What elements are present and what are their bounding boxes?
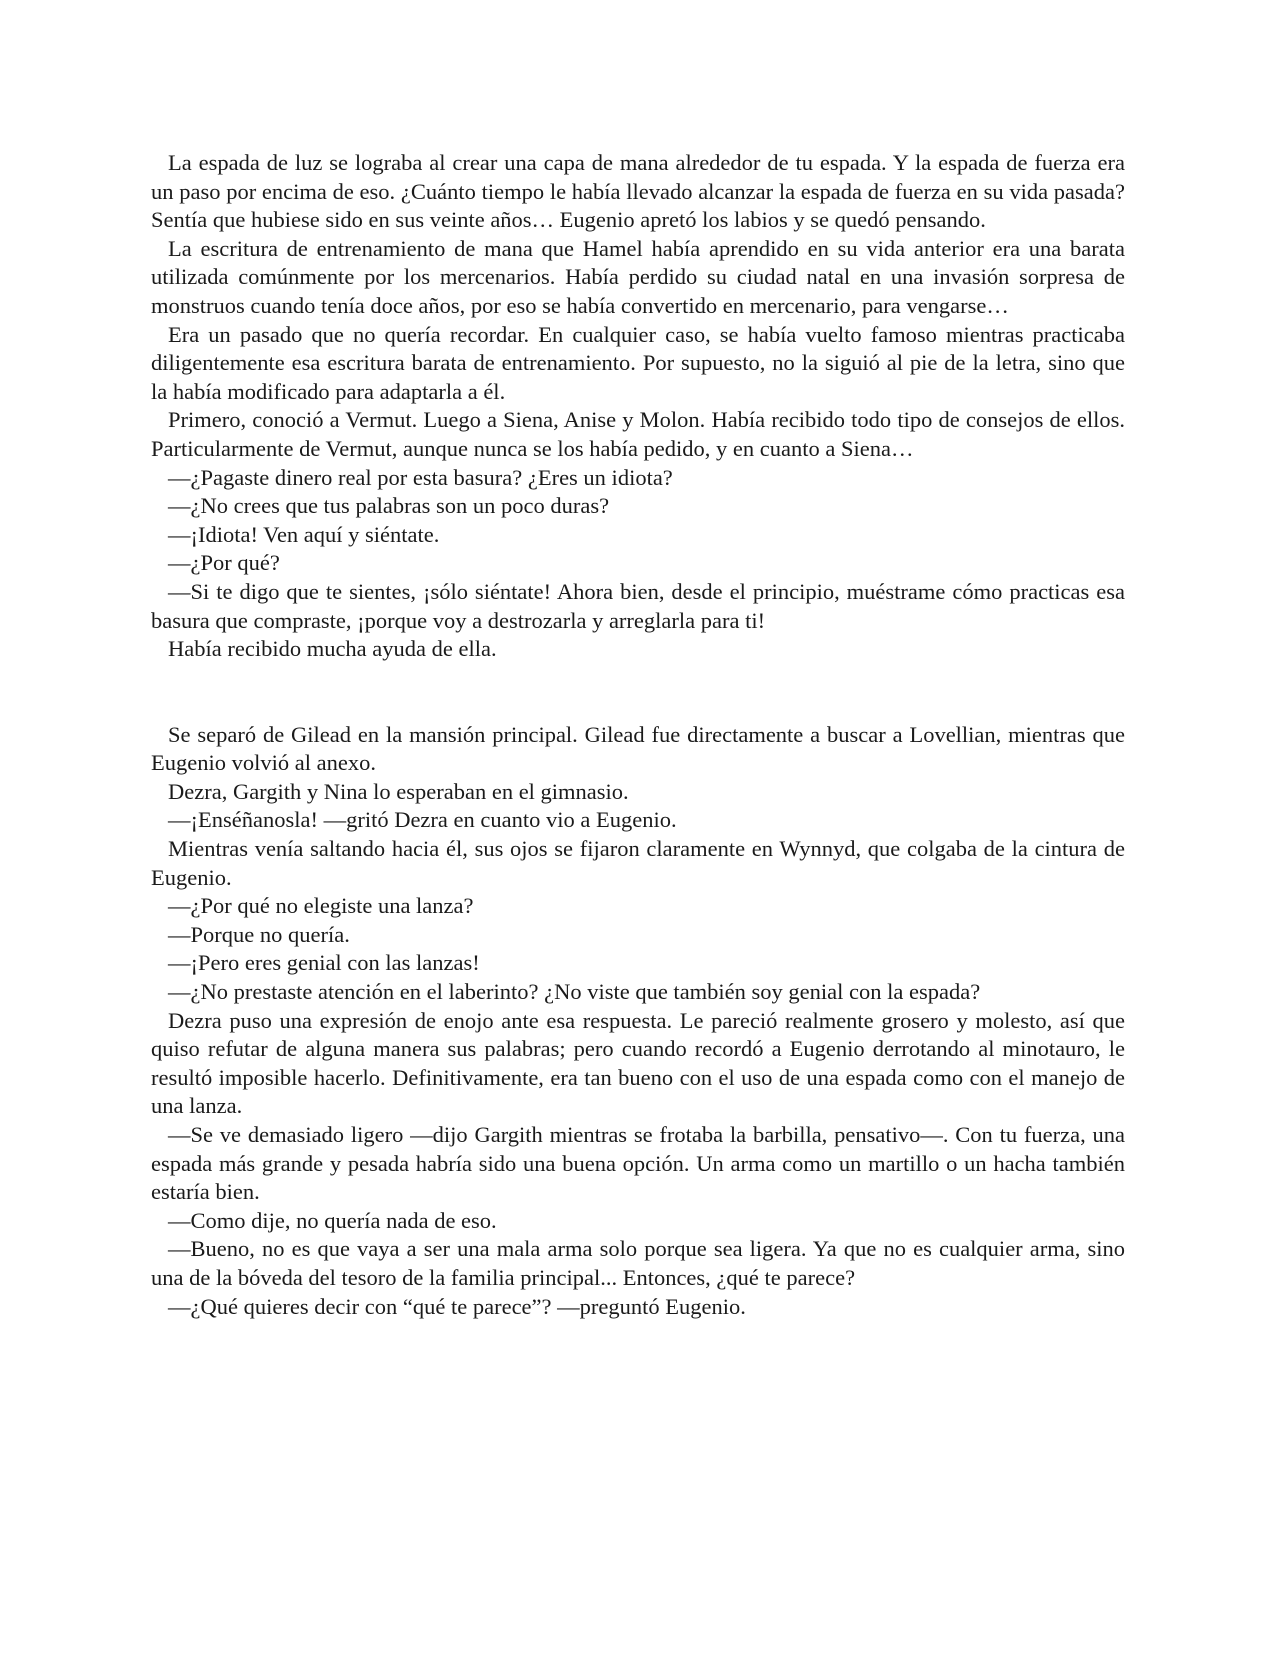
paragraph: La escritura de entrenamiento de mana que Hamel había aprendido en su vida anterior era una barata utilizada comúnmente por los mercenarios. Había perdido su ciudad natal en una invasión sorpresa de monstruos cuando tenía doce años, por eso se había convertido en mercenario, para vengarse… <box>151 235 1125 318</box>
paragraph: Dezra puso una expresión de enojo ante esa respuesta. Le pareció realmente grosero y molesto, así que quiso refutar de alguna manera sus palabras; pero cuando recordó a Eugenio derrotando al minotauro, le resultó imposible hacerlo. Definitivamente, era tan bueno con el uso de una espada como con el manejo de una lanza. <box>151 1007 1125 1119</box>
dialogue-line: —¿Por qué no elegiste una lanza? <box>168 893 474 919</box>
dialogue-line: —Como dije, no quería nada de eso. <box>168 1207 497 1233</box>
dialogue-line: —¡Idiota! Ven aquí y siéntate. <box>168 521 440 547</box>
dialogue-line: —¡Enséñanosla! —gritó Dezra en cuanto vio a Eugenio. <box>168 807 677 833</box>
paragraph: Dezra, Gargith y Nina lo esperaban en el gimnasio. <box>168 778 629 804</box>
paragraph: Era un pasado que no quería recordar. En cualquier caso, se había vuelto famoso mientras practicaba diligentemente esa escritura barata de entrenamiento. Por supuesto, no la siguió al pie de la letra, sino que la había modificado para adaptarla a él. <box>151 321 1125 404</box>
dialogue-line: —¿Qué quieres decir con “qué te parece”? —preguntó Eugenio. <box>168 1293 746 1319</box>
document-page <box>151 149 1125 1321</box>
paragraph: La espada de luz se lograba al crear una capa de mana alrededor de tu espada. Y la espada de fuerza era un paso por encima de eso. ¿Cuánto tiempo le había llevado alcanzar la espada de fuerza en su vida pasada? Sentía que hubiese sido en sus veinte años… Eugenio apretó los labios y se quedó pensando. <box>151 150 1125 233</box>
dialogue-line: —Bueno, no es que vaya a ser una mala arma solo porque sea ligera. Ya que no es cualquier arma, sino una de la bóveda del tesoro de la familia principal... Entonces, ¿qué te parece? <box>151 1236 1125 1290</box>
dialogue-line: —¿Pagaste dinero real por esta basura? ¿Eres un idiota? <box>168 464 673 490</box>
section-1 <box>151 149 1125 664</box>
dialogue-line: —¿Por qué? <box>168 550 280 576</box>
section-2 <box>151 721 1125 1321</box>
dialogue-line: —Si te digo que te sientes, ¡sólo siéntate! Ahora bien, desde el principio, muéstrame cómo practicas esa basura que compraste, ¡porque voy a destrozarla y arreglarla para ti! <box>151 578 1125 633</box>
paragraph: Había recibido mucha ayuda de ella. <box>168 636 497 662</box>
dialogue-line: —¡Pero eres genial con las lanzas! <box>168 950 480 976</box>
paragraph: Mientras venía saltando hacia él, sus ojos se fijaron claramente en Wynnyd, que colgaba de la cintura de Eugenio. <box>151 836 1125 890</box>
paragraph: Primero, conoció a Vermut. Luego a Siena, Anise y Molon. Había recibido todo tipo de consejos de ellos. Particularmente de Vermut, aunque nunca se los había pedido, y en cuanto a Siena… <box>151 407 1125 461</box>
dialogue-line: —¿No crees que tus palabras son un poco duras? <box>168 493 610 519</box>
paragraph: Se separó de Gilead en la mansión principal. Gilead fue directamente a buscar a Lovellian, mientras que Eugenio volvió al anexo. <box>151 721 1125 776</box>
section-break <box>151 664 1125 721</box>
dialogue-line: —Se ve demasiado ligero —dijo Gargith mientras se frotaba la barbilla, pensativo—. Con tu fuerza, una espada más grande y pesada habría sido una buena opción. Un arma como un martillo o un hacha también estaría bien. <box>151 1122 1125 1205</box>
dialogue-line: —¿No prestaste atención en el laberinto? ¿No viste que también soy genial con la espada? <box>168 979 981 1005</box>
dialogue-line: —Porque no quería. <box>168 921 350 947</box>
